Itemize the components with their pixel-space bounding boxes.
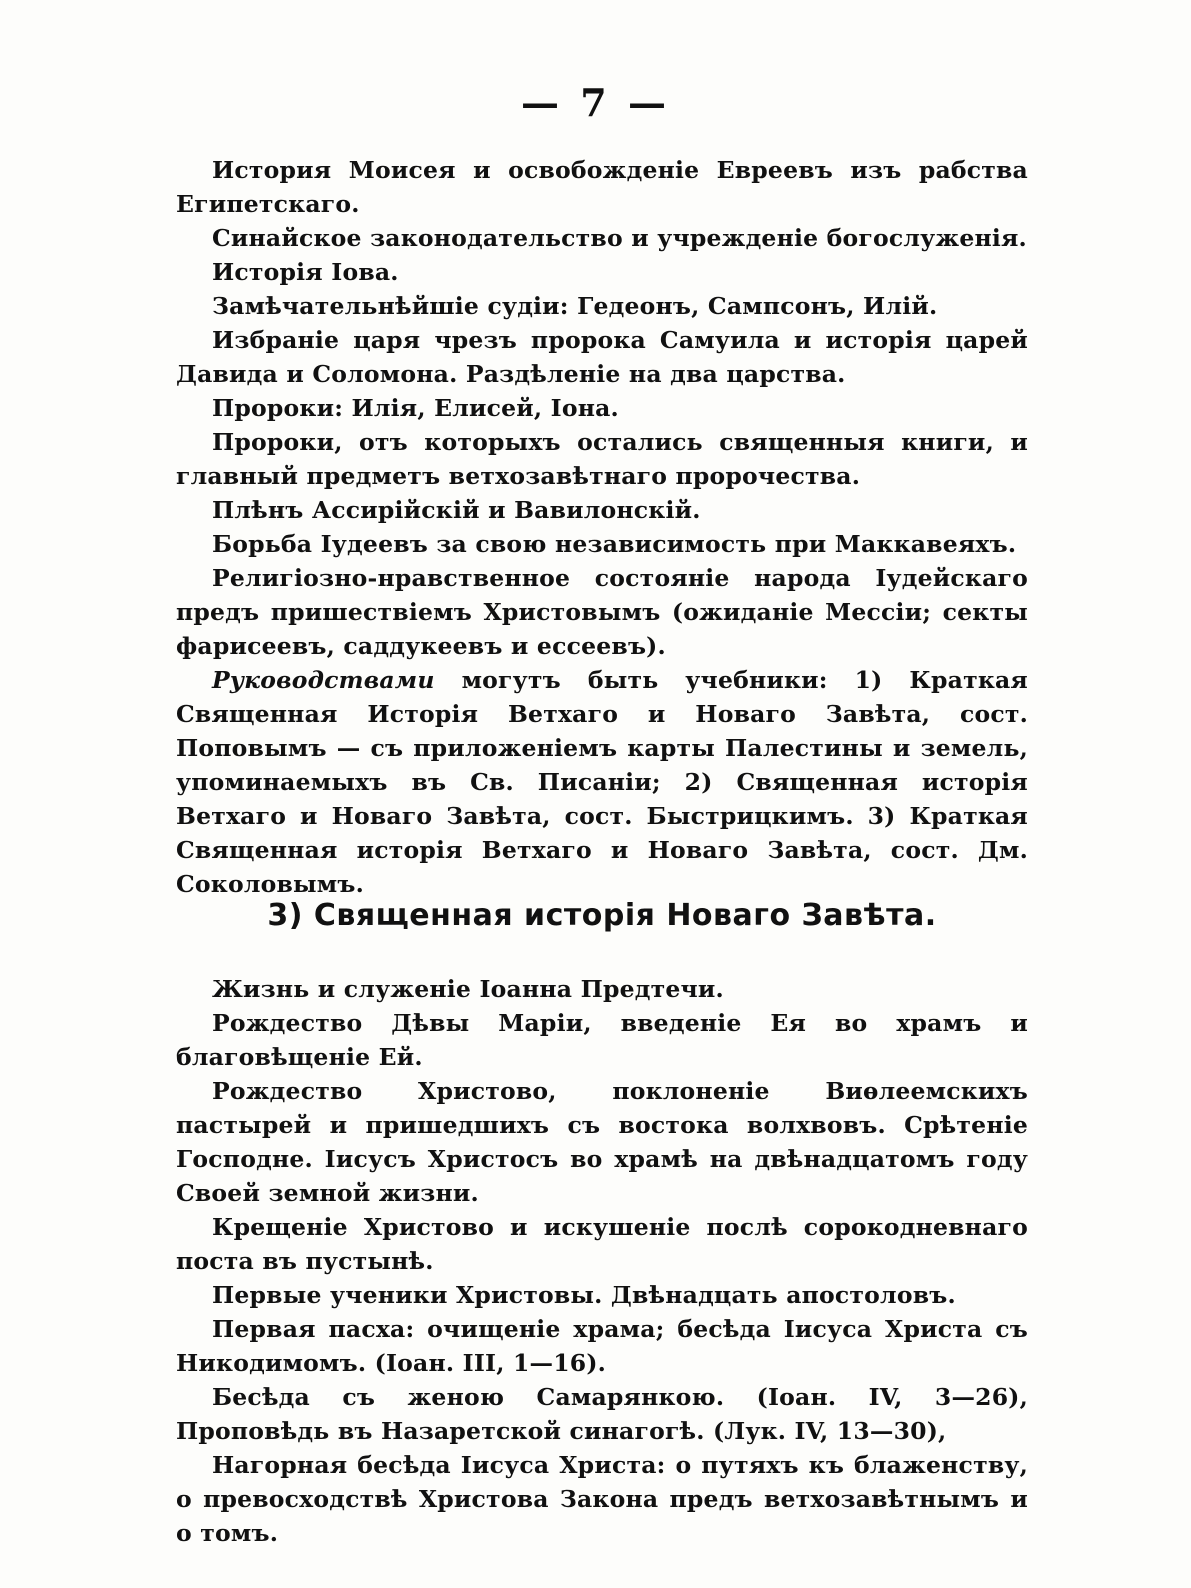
topic-paragraph: Нагорная бесѣда Іисуса Христа: о путяхъ къ блаженству, о превосходствѣ Христова Закона предъ ветхозавѣтнымъ и о томъ. <box>176 1451 1028 1547</box>
guides-text: могутъ быть учебники: 1) Краткая Священная Исторія Ветхаго и Новаго Завѣта, сост. Поповымъ — съ приложеніемъ карты Палестины и земель, упоминаемыхъ въ Св. Писаніи; 2) Священная исторія Ветхаго и Новаго Завѣта, сост. Быстрицкимъ. 3) Краткая Священная исторія Ветхаго и Новаго Завѣта, сост. Дм. Соколовымъ. <box>176 666 1028 898</box>
topic-paragraph: Жизнь и служеніе Іоанна Предтечи. <box>212 975 724 1003</box>
topic-paragraph: Первая пасха: очищеніе храма; бесѣда Іисуса Христа съ Никодимомъ. (Іоан. III, 1—16). <box>176 1315 1028 1377</box>
topic-paragraph: Пророки, отъ которыхъ остались священныя книги, и главный предметъ ветхозавѣтнаго пророчества. <box>176 428 1028 490</box>
topic-paragraph: Синайское законодательство и учрежденіе богослуженія. <box>212 224 1027 252</box>
new-testament-topics <box>176 972 1028 1550</box>
topic-paragraph: Религіозно-нравственное состояніе народа Іудейскаго предъ пришествіемъ Христовымъ (ожиданіе Мессіи; секты фарисеевъ, саддукеевъ и ессеевъ). <box>176 564 1028 660</box>
topic-paragraph: Рождество Дѣвы Маріи, введеніе Ея во храмъ и благовѣщеніе Ей. <box>176 1009 1028 1071</box>
topic-paragraph: История Моисея и освобожденіе Евреевъ изъ рабства Египетскаго. <box>176 156 1028 218</box>
topic-paragraph: Исторія Іова. <box>212 258 399 286</box>
topic-paragraph: Плѣнъ Ассирійскій и Вавилонскій. <box>212 496 701 524</box>
topic-paragraph: Избраніе царя чрезъ пророка Самуила и исторія царей Давида и Соломона. Раздѣленіе на два царства. <box>176 326 1028 388</box>
topic-paragraph: Бесѣда съ женою Самарянкою. (Іоан. IV, 3—26), Проповѣдь въ Назаретской синагогѣ. (Лук. IV, 13—30), <box>176 1383 1028 1445</box>
topic-paragraph: Крещеніе Христово и искушеніе послѣ сорокодневнаго поста въ пустынѣ. <box>176 1213 1028 1275</box>
page-number: — 7 — <box>521 80 670 125</box>
topic-paragraph: Пророки: Илія, Елисей, Іона. <box>212 394 619 422</box>
topic-paragraph: Первые ученики Христовы. Двѣнадцать апостоловъ. <box>212 1281 956 1309</box>
old-testament-topics <box>176 153 1028 901</box>
topic-paragraph: Рождество Христово, поклоненіе Виѳлеемскихъ пастырей и пришедшихъ съ востока волхвовъ. Срѣтеніе Господне. Іисусъ Христосъ во храмѣ на двѣнадцатомъ году Своей земной жизни. <box>176 1077 1028 1207</box>
section-heading: 3) Священная исторія Новаго Завѣта. <box>267 898 937 933</box>
topic-paragraph: Замѣчательнѣйшіе судіи: Гедеонъ, Сампсонъ, Илій. <box>212 292 938 320</box>
guides-lead: Руководствами <box>212 666 435 694</box>
guides-paragraph <box>176 663 1028 901</box>
topic-paragraph: Борьба Іудеевъ за свою независимость при Маккавеяхъ. <box>212 530 1017 558</box>
